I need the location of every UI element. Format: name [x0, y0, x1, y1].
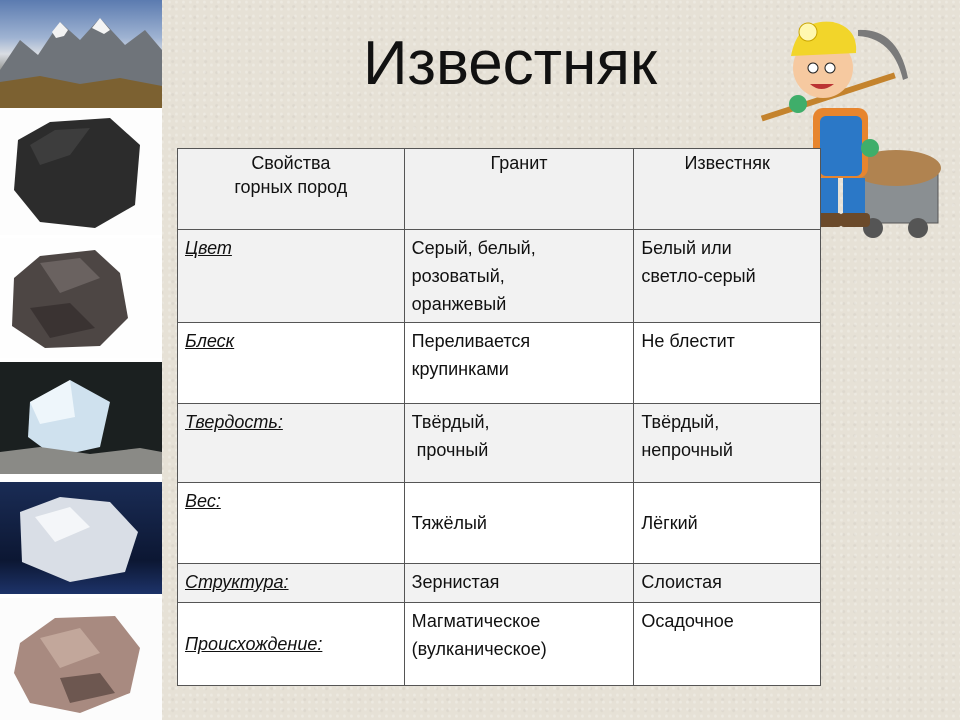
granite-cell: Зернистая — [404, 564, 634, 603]
limestone-cell: Твёрдый, непрочный — [634, 404, 821, 483]
header-limestone: Известняк — [634, 149, 821, 230]
property-cell: Структура: — [178, 564, 405, 603]
property-cell: Твердость: — [178, 404, 405, 483]
slide-title: Известняк — [362, 29, 658, 98]
granite-cell: Магматическое (вулканическое) — [404, 603, 634, 686]
granite-cell: Переливается крупинками — [404, 323, 634, 404]
limestone-cell: Не блестит — [634, 323, 821, 404]
property-cell: Блеск — [178, 323, 405, 404]
property-cell: Вес: — [178, 483, 405, 564]
table-row — [178, 323, 821, 404]
mountain-photo — [0, 0, 162, 108]
granite-cell: Серый, белый, розоватый, оранжевый — [404, 230, 634, 323]
white-rock-photo — [0, 482, 162, 594]
property-cell: Цвет — [178, 230, 405, 323]
limestone-cell: Слоистая — [634, 564, 821, 603]
property-cell: Происхождение: — [178, 603, 405, 686]
table-row — [178, 483, 821, 564]
table-row — [178, 230, 821, 323]
table-header-row — [178, 149, 821, 230]
rock-photo-strip — [0, 0, 162, 720]
granite-cell: Твёрдый, прочный — [404, 404, 634, 483]
properties-table — [177, 148, 821, 686]
table-row — [178, 404, 821, 483]
crystal-photo — [0, 362, 162, 474]
table-row — [178, 603, 821, 686]
header-properties: Свойства горных пород — [178, 149, 405, 230]
dark-rock-photo — [0, 110, 162, 235]
limestone-cell: Белый или светло-серый — [634, 230, 821, 323]
limestone-cell: Лёгкий — [634, 483, 821, 564]
table-row — [178, 564, 821, 603]
header-granite: Гранит — [404, 149, 634, 230]
granite-photo — [0, 598, 162, 720]
limestone-cell: Осадочное — [634, 603, 821, 686]
coal-rock-photo — [0, 238, 162, 358]
granite-cell: Тяжёлый — [404, 483, 634, 564]
